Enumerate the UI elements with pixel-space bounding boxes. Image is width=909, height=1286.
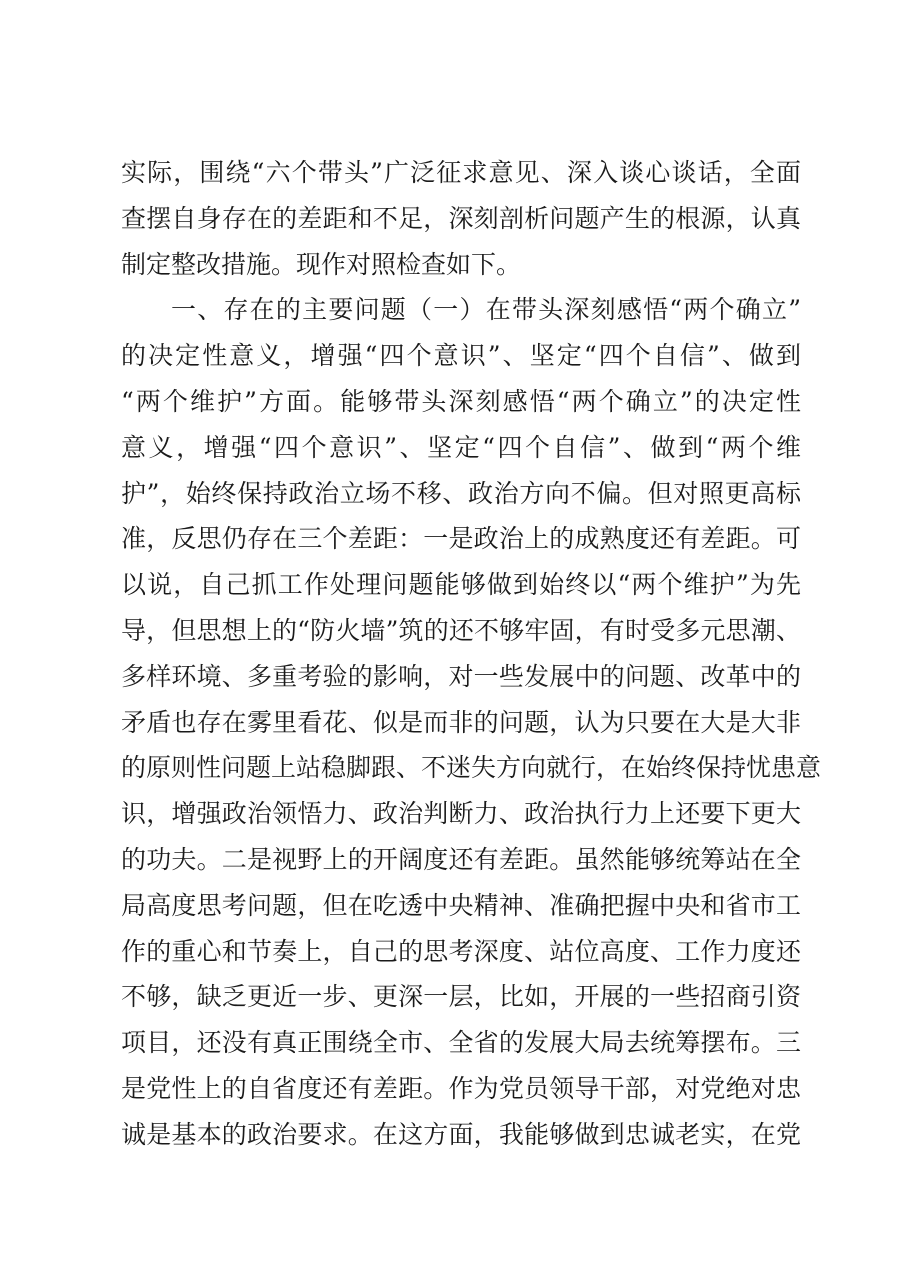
text-line: 护”，始终保持政治立场不移、政治方向不偏。但对照更高标 [121, 478, 801, 508]
text-line: “两个维护”方面。能够带头深刻感悟“两个确立”的决定性 [121, 386, 801, 416]
text-line: 制定整改措施。现作对照检查如下。 [121, 249, 522, 279]
text-line: 局高度思考问题，但在吃透中央精神、准确把握中央和省市工 [121, 890, 801, 920]
text-line: 导，但思想上的“防火墙”筑的还不够牢固，有时受多元思潮、 [121, 615, 801, 645]
text-line: 识，增强政治领悟力、政治判断力、政治执行力上还要下更大 [121, 799, 801, 829]
text-line: 实际，围绕“六个带头”广泛征求意见、深入谈心谈话，全面 [121, 158, 801, 187]
text-line: 的决定性意义，增强“四个意识”、坚定“四个自信”、做到 [121, 341, 801, 371]
text-line: 的原则性问题上站稳脚跟、不迷失方向就行，在始终保持忧患意 [121, 753, 822, 783]
text-line: 准，反思仍存在三个差距：一是政治上的成熟度还有差距。可 [121, 524, 801, 554]
text-line: 以说，自己抓工作处理问题能够做到始终以“两个维护”为先 [121, 570, 801, 600]
text-line: 多样环境、多重考验的影响，对一些发展中的问题、改革中的 [121, 661, 801, 691]
text-line: 是党性上的自省度还有差距。作为党员领导干部，对党绝对忠 [121, 1073, 801, 1103]
text-line: 一、存在的主要问题（一）在带头深刻感悟“两个确立” [171, 295, 801, 325]
text-line: 诚是基本的政治要求。在这方面，我能够做到忠诚老实，在党 [121, 1119, 801, 1149]
text-line: 项目，还没有真正围绕全市、全省的发展大局去统筹摆布。三 [121, 1028, 801, 1058]
text-line: 作的重心和节奏上，自己的思考深度、站位高度、工作力度还 [121, 936, 801, 966]
text-line: 的功夫。二是视野上的开阔度还有差距。虽然能够统筹站在全 [121, 844, 801, 874]
text-line: 查摆自身存在的差距和不足，深刻剖析问题产生的根源，认真 [121, 203, 801, 233]
text-line: 矛盾也存在雾里看花、似是而非的问题，认为只要在大是大非 [121, 707, 801, 737]
document-body [121, 150, 822, 1158]
text-line: 意义，增强“四个意识”、坚定“四个自信”、做到“两个维 [121, 432, 801, 462]
text-line: 不够，缺乏更近一步、更深一层，比如，开展的一些招商引资 [121, 982, 801, 1012]
